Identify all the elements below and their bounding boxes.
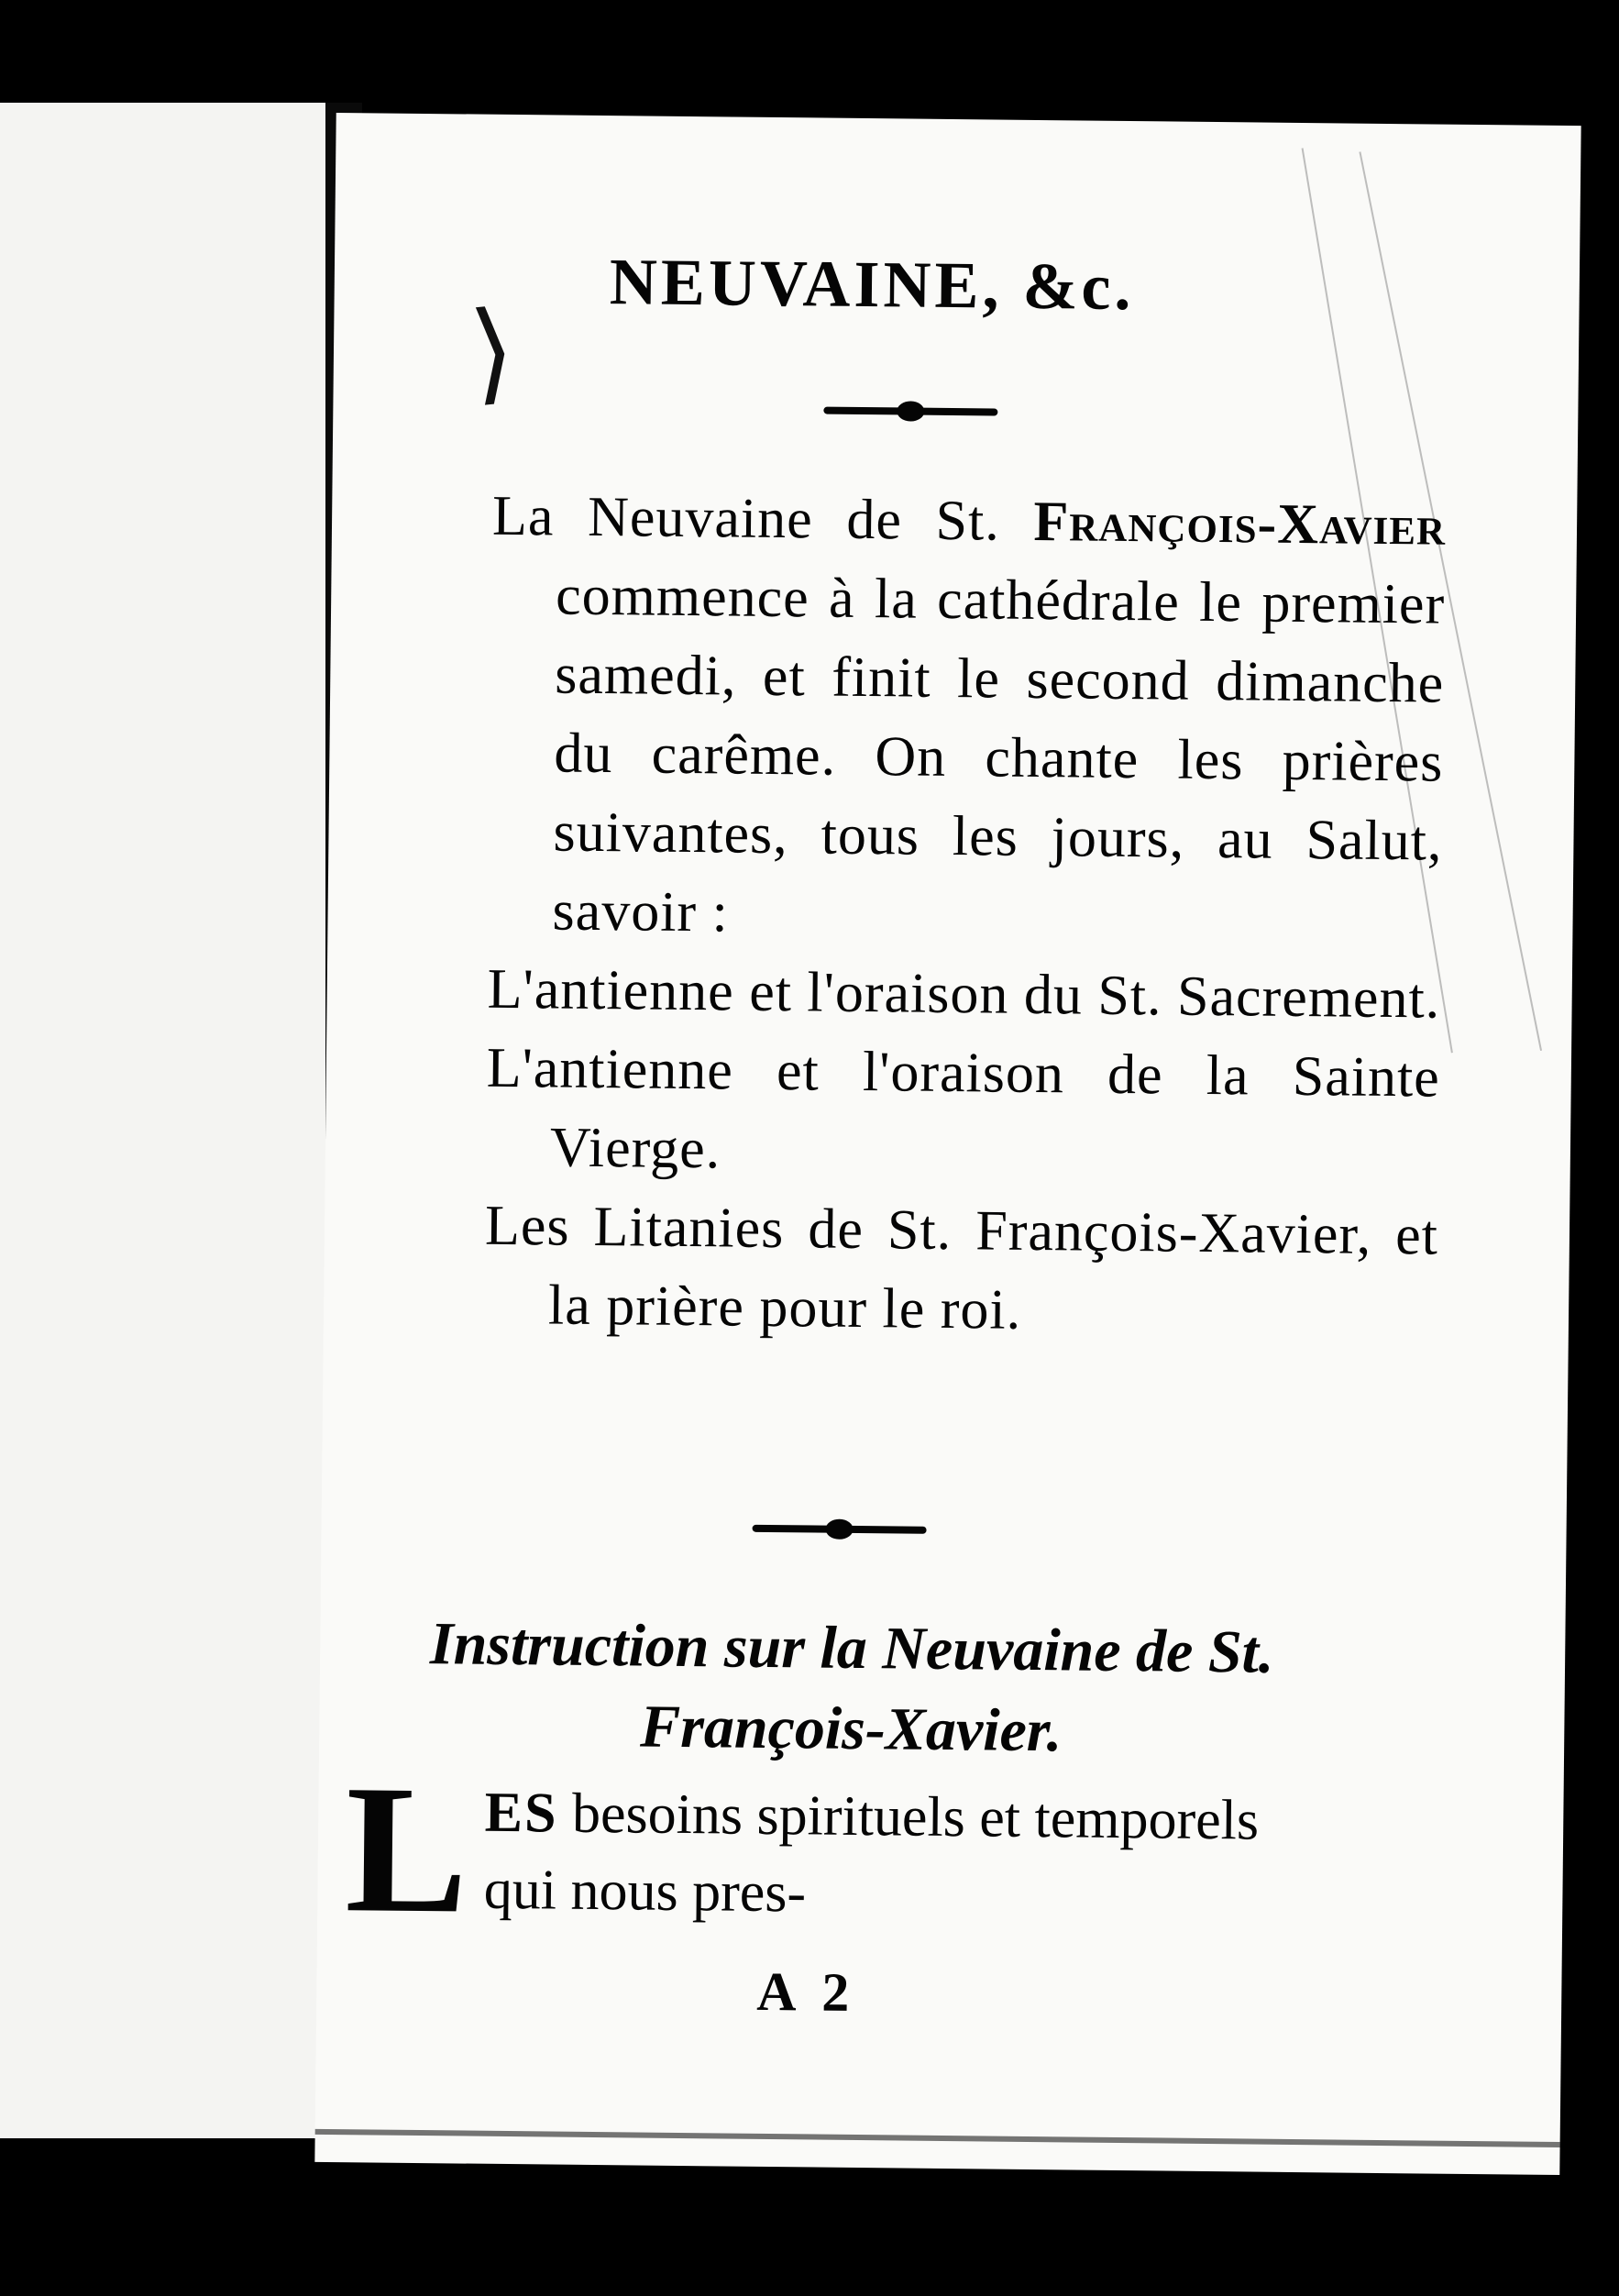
facing-page xyxy=(0,103,325,2138)
book-page xyxy=(314,113,1580,2175)
paragraph-item: L'antienne et l'oraison du St. Sacrement. xyxy=(487,957,1441,1031)
paragraph-intro xyxy=(488,477,1446,960)
handwritten-bracket-mark: ⟩ xyxy=(465,286,521,418)
paragraph-lead: La Neuvaine de St. xyxy=(491,484,1034,553)
page-bottom-edge xyxy=(315,2129,1560,2147)
paragraph-item: Les Litanies de St. François-Xavier, et la prière pour le roi. xyxy=(484,1194,1439,1341)
fleuron-divider xyxy=(823,407,997,416)
opening-paragraph xyxy=(344,1748,1337,1952)
paragraph-rest: commence à la cathédrale le premier samedi, et finit le second dimanche du carême. On chante les prières suivantes, tous les jours, au Salut, savoir : xyxy=(552,564,1446,944)
saint-name-smallcaps: François-Xavier xyxy=(1033,490,1447,557)
drop-cap-continuation: ES xyxy=(484,1781,558,1845)
paragraph-item: L'antienne et l'oraison de la Sainte Vierge. xyxy=(486,1036,1441,1181)
body-text xyxy=(484,477,1447,1354)
signature-mark: A 2 xyxy=(755,1960,857,2024)
fleuron-divider xyxy=(753,1525,927,1534)
section-heading: Instruction sur la Neuvaine de St. François-Xavier. xyxy=(429,1610,1274,1765)
drop-cap: L xyxy=(344,1748,469,1952)
opening-text: besoins spirituels et temporels qui nous pres- xyxy=(483,1782,1260,1925)
page-title: NEUVAINE, &c. xyxy=(609,245,1135,325)
